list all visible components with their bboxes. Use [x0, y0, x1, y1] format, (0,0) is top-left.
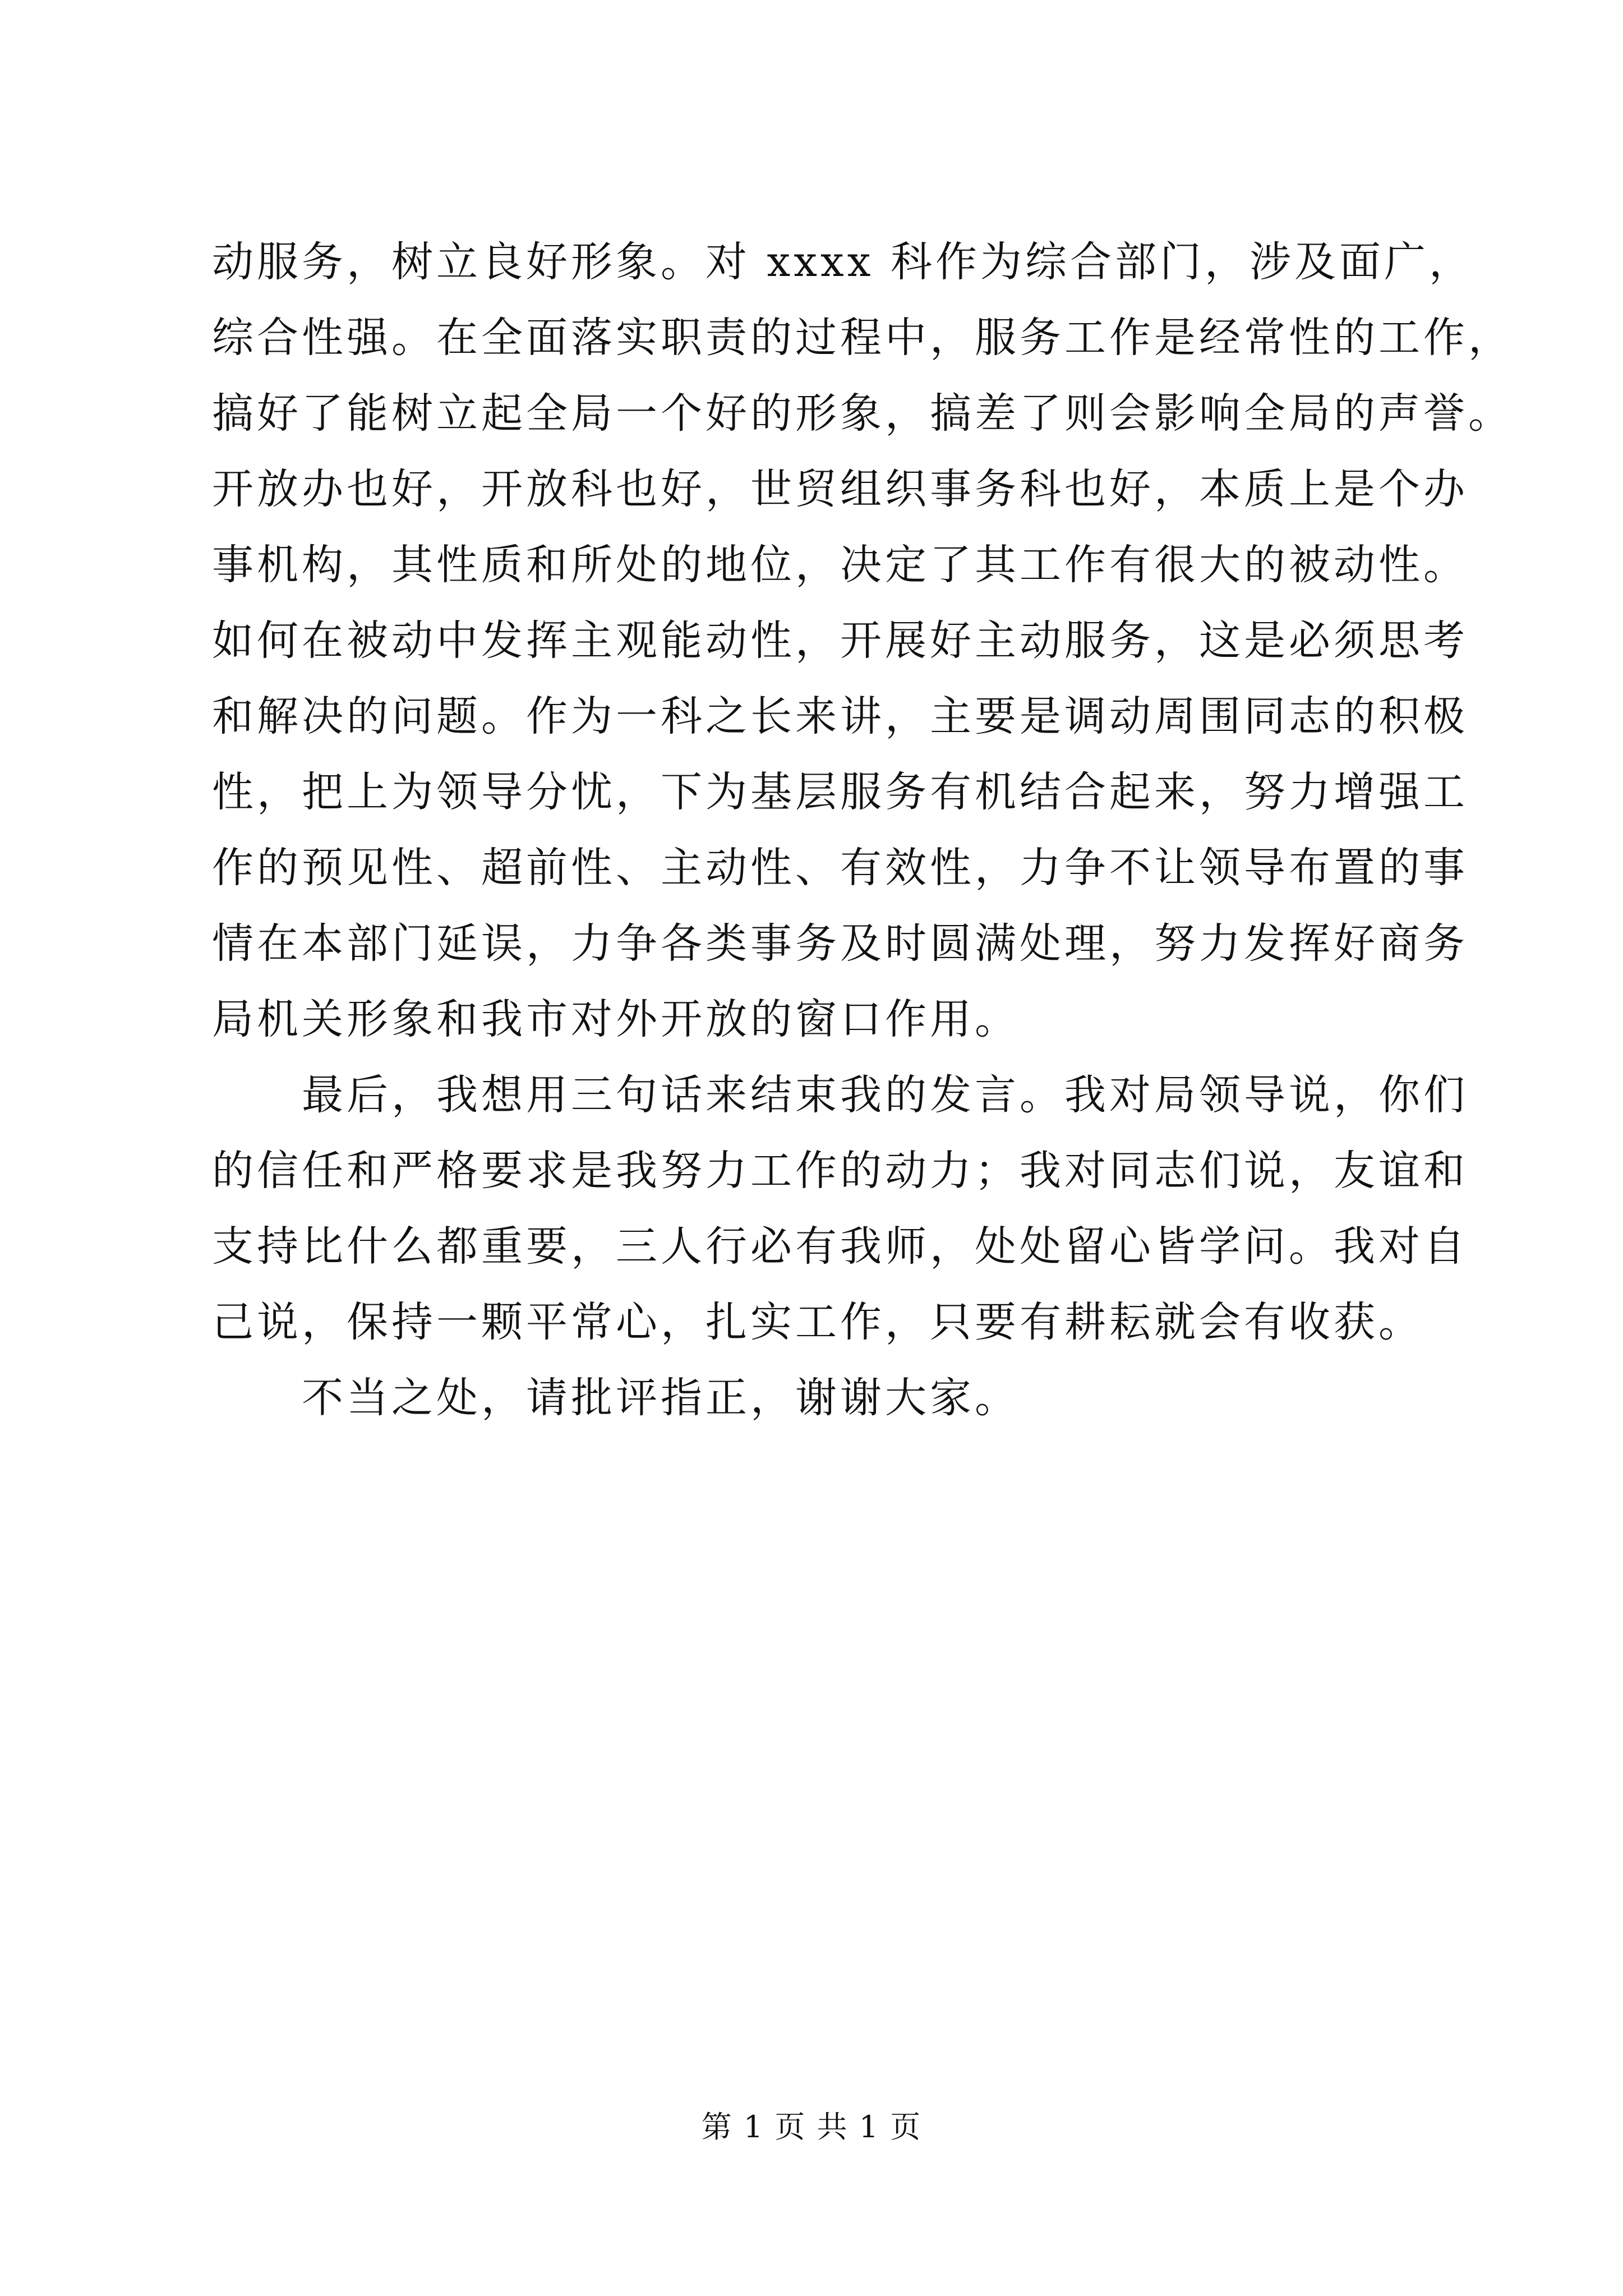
page-footer: 第 1 页 共 1 页 — [701, 2109, 922, 2145]
text-line: 的信任和严格要求是我努力工作的动力；我对同志们说，友谊和 — [212, 1147, 1468, 1195]
text-line: 事机构，其性质和所处的地位，决定了其工作有很大的被动性。 — [212, 541, 1468, 589]
text-line: 不当之处，请批评指正，谢谢大家。 — [212, 1374, 1020, 1422]
text-line: 动服务，树立良好形象。对 xxxx 科作为综合部门，涉及面广， — [212, 238, 1474, 286]
text-line: 情在本部门延误，力争各类事务及时圆满处理，努力发挥好商务 — [212, 919, 1468, 968]
text-line: 综合性强。在全面落实职责的过程中，服务工作是经常性的工作， — [212, 314, 1513, 362]
text-line: 开放办也好，开放科也好，世贸组织事务科也好，本质上是个办 — [212, 465, 1468, 513]
text-line: 搞好了能树立起全局一个好的形象，搞差了则会影响全局的声誉。 — [212, 389, 1513, 438]
text-line: 和解决的问题。作为一科之长来讲，主要是调动周围同志的积极 — [212, 692, 1468, 740]
text-line: 最后，我想用三句话来结束我的发言。我对局领导说，你们 — [212, 1071, 1468, 1119]
text-line: 己说，保持一颗平常心，扎实工作，只要有耕耘就会有收获。 — [212, 1298, 1423, 1346]
text-line: 局机关形象和我市对外开放的窗口作用。 — [212, 995, 1020, 1043]
text-line: 作的预见性、超前性、主动性、有效性，力争不让领导布置的事 — [212, 844, 1468, 892]
text-line: 性，把上为领导分忧，下为基层服务有机结合起来，努力增强工 — [212, 768, 1468, 816]
text-line: 支持比什么都重要，三人行必有我师，处处留心皆学问。我对自 — [212, 1222, 1468, 1271]
text-line: 如何在被动中发挥主观能动性，开展好主动服务，这是必须思考 — [212, 616, 1468, 665]
